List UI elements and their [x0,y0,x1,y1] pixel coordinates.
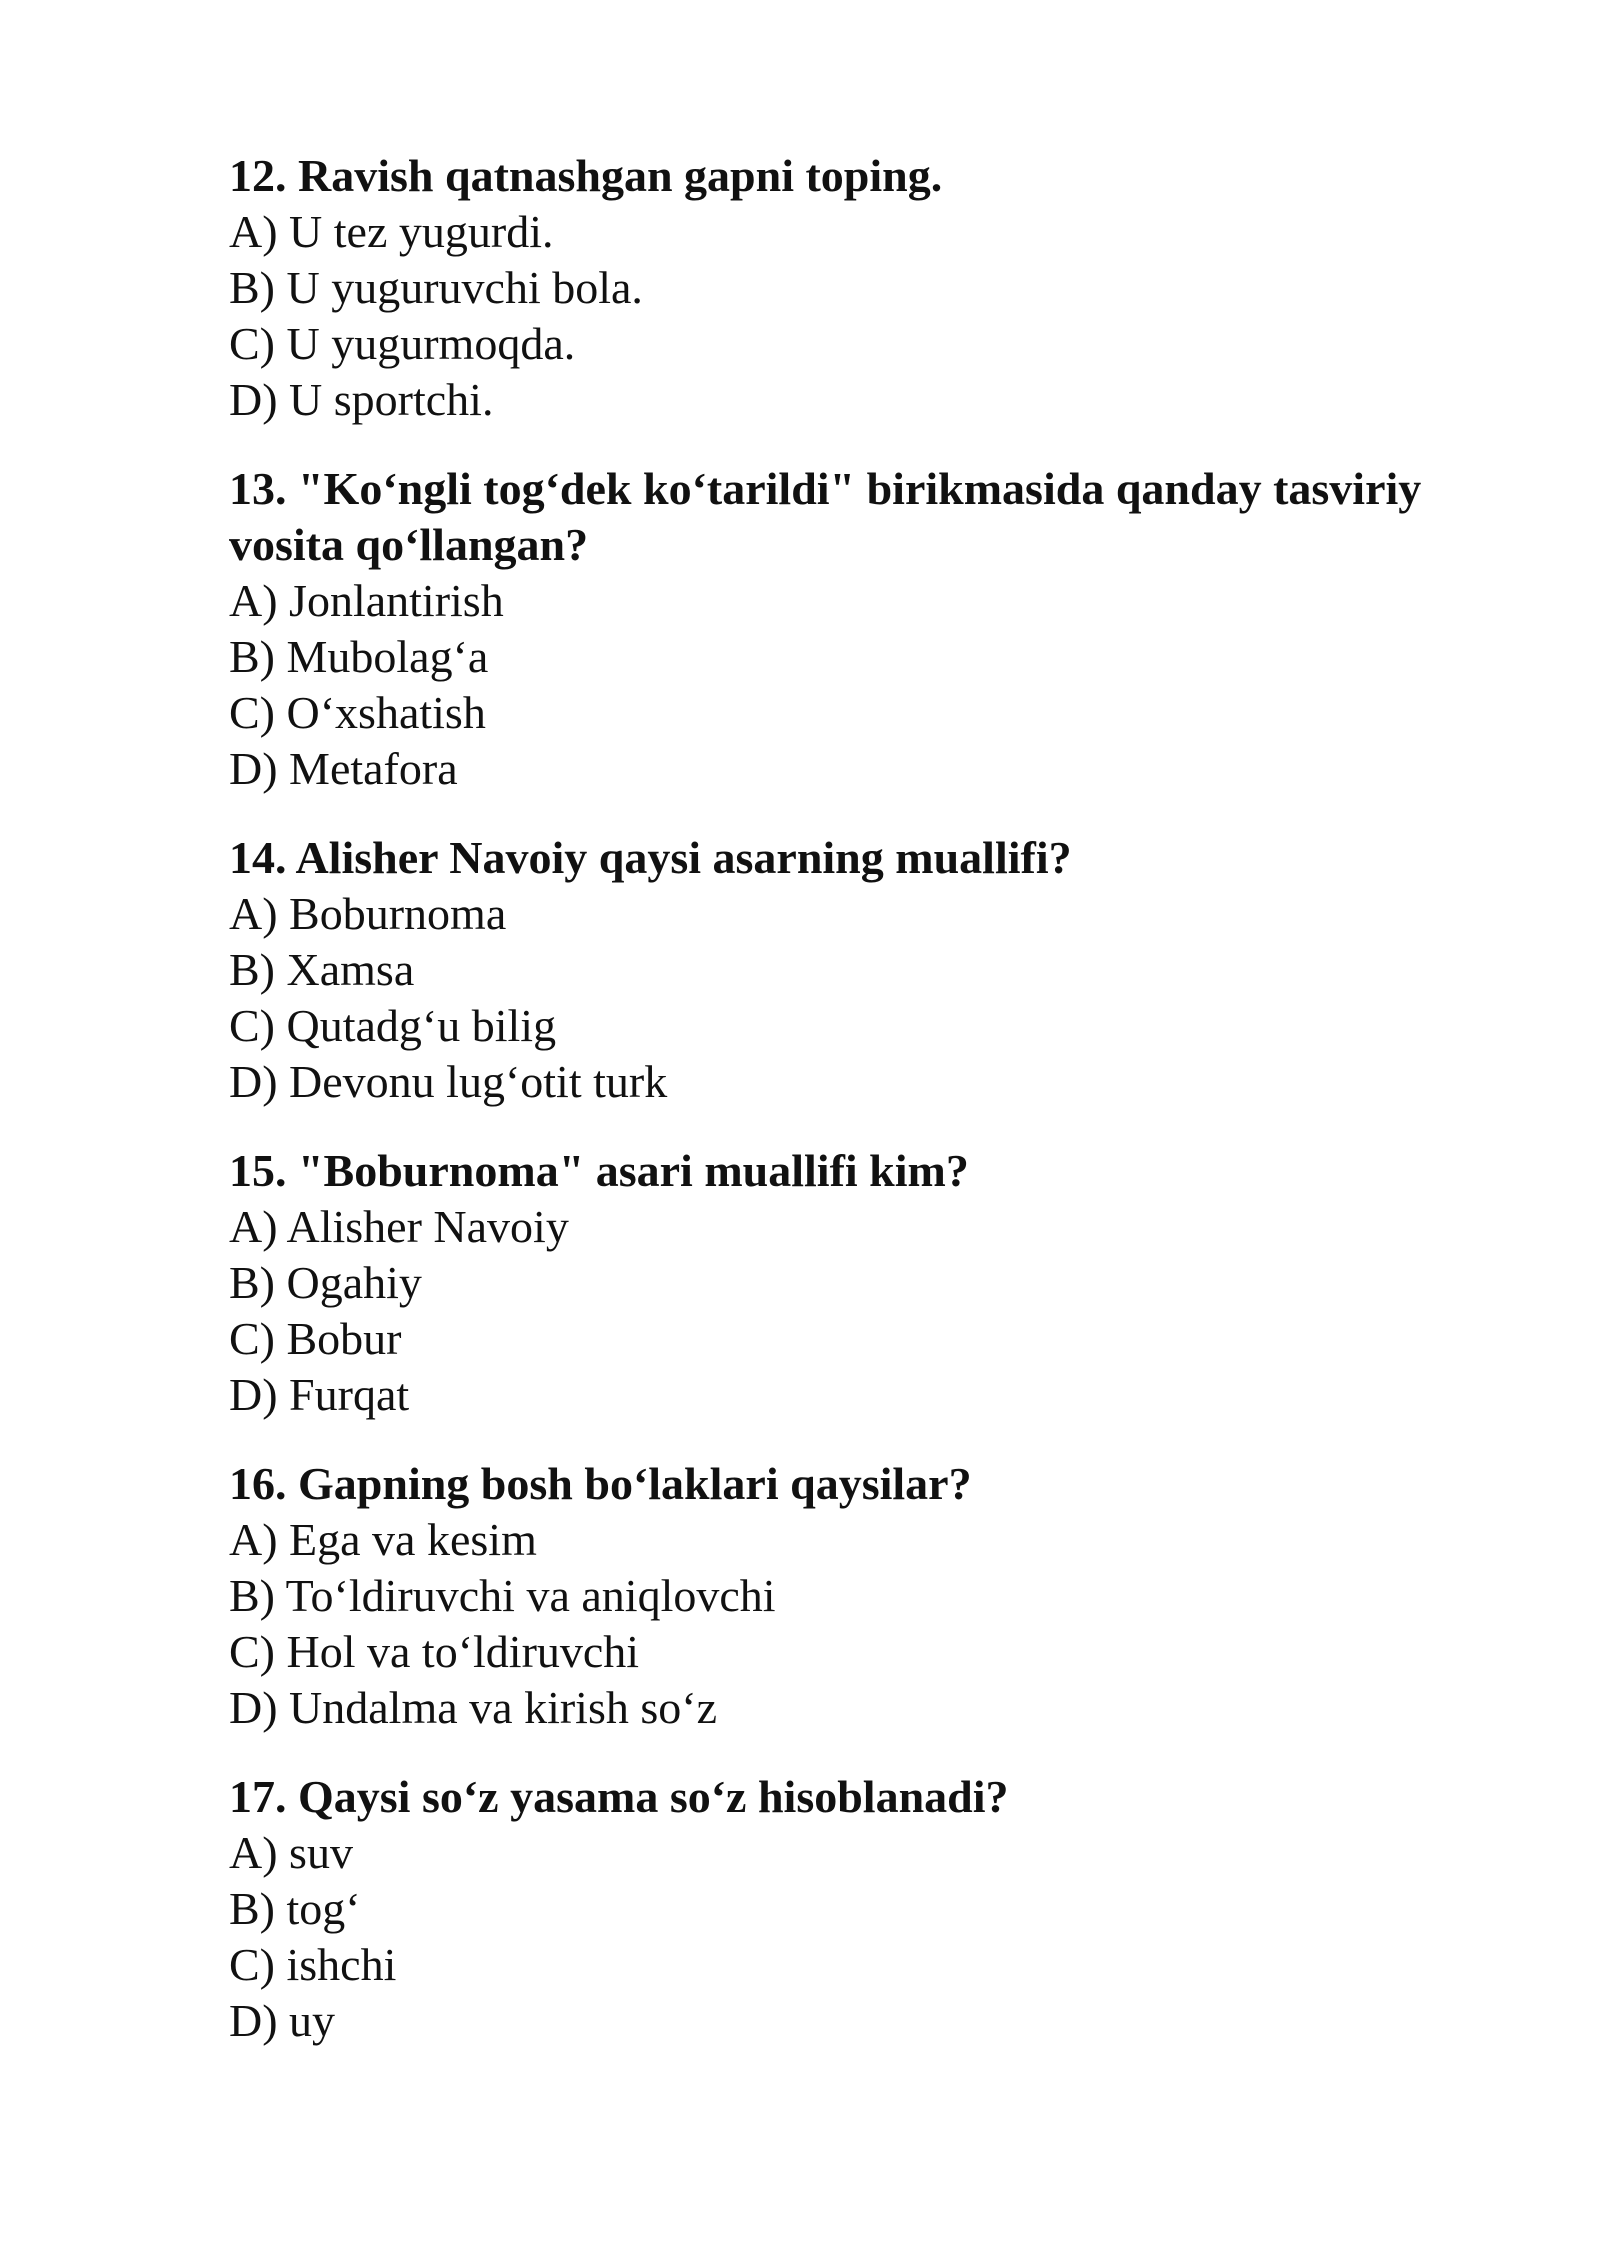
option-b: B) To‘ldiruvchi va aniqlovchi [229,1570,776,1621]
option-d: D) Undalma va kirish so‘z [229,1682,717,1733]
option-a: A) Jonlantirish [229,575,504,626]
option-d: D) uy [229,1995,336,2046]
option-c: C) Hol va to‘ldiruvchi [229,1626,640,1677]
question-13 [229,461,1529,797]
option-a: A) suv [229,1827,353,1878]
question-title: 17. Qaysi so‘z yasama so‘z hisoblanadi? [229,1771,1009,1822]
test-page [229,148,1529,2082]
question-12 [229,148,1529,428]
option-b: B) Xamsa [229,944,415,995]
option-d: D) U sportchi. [229,374,494,425]
option-a: A) Boburnoma [229,888,507,939]
question-title: 16. Gapning bosh bo‘laklari qaysilar? [229,1458,972,1509]
question-14 [229,830,1529,1110]
option-b: B) tog‘ [229,1883,361,1934]
question-title: 12. Ravish qatnashgan gapni toping. [229,150,943,201]
question-title: 15. "Boburnoma" asari muallifi kim? [229,1145,969,1196]
option-c: C) Bobur [229,1313,402,1364]
question-title: 14. Alisher Navoiy qaysi asarning muallifi? [229,832,1072,883]
option-c: C) U yugurmoqda. [229,318,576,369]
option-d: D) Furqat [229,1369,410,1420]
question-15 [229,1143,1529,1423]
option-d: D) Metafora [229,743,458,794]
option-d: D) Devonu lug‘otit turk [229,1056,668,1107]
option-a: A) Ega va kesim [229,1514,537,1565]
option-b: B) Ogahiy [229,1257,422,1308]
option-c: C) O‘xshatish [229,687,486,738]
question-16 [229,1456,1529,1736]
option-c: C) ishchi [229,1939,397,1990]
question-title: 13. "Ko‘ngli tog‘dek ko‘tarildi" birikmasida qanday tasviriy vosita qo‘llangan? [229,463,1422,570]
option-a: A) U tez yugurdi. [229,206,554,257]
option-a: A) Alisher Navoiy [229,1201,569,1252]
option-b: B) U yuguruvchi bola. [229,262,643,313]
question-17 [229,1769,1529,2049]
option-b: B) Mubolag‘a [229,631,489,682]
option-c: C) Qutadg‘u bilig [229,1000,557,1051]
